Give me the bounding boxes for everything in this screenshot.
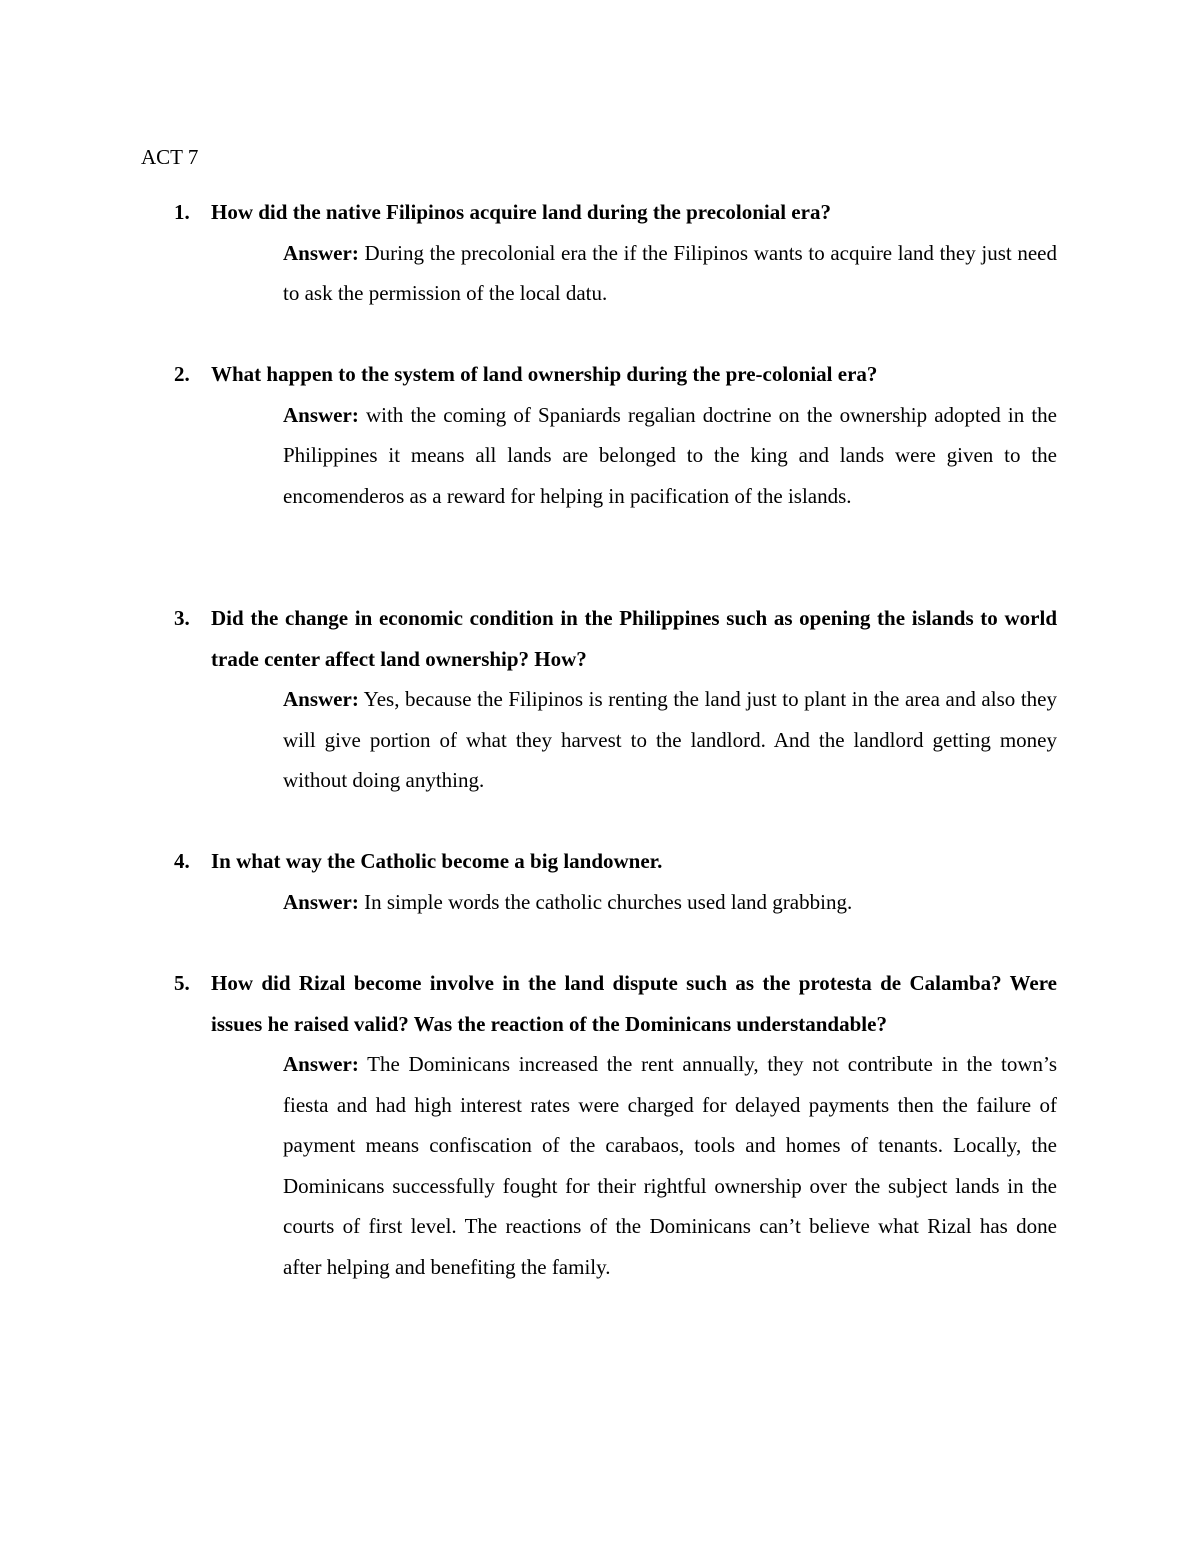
question-text: How did Rizal become involve in the land dispute such as the protesta de Calamba? Were issues he raised valid? Was the reaction of the Dominicans understandable? bbox=[211, 971, 1057, 1036]
answer-text: The Dominicans increased the rent annually, they not contribute in the town’s fiesta and had high interest rates were charged for delayed payments then the failure of payment means confiscation of the carabaos, tools and homes of tenants. Locally, the Dominicans successfully fought for their rightful ownership over the subject lands in the courts of first level. The reactions of the Dominicans can’t believe what Rizal has done after helping and benefiting the family. bbox=[283, 1052, 1058, 1279]
answer-paragraph bbox=[283, 679, 1057, 801]
question-number: 3. bbox=[174, 606, 190, 630]
answer-label: Answer: bbox=[283, 1052, 359, 1076]
question-number: 4. bbox=[174, 849, 190, 873]
answer-text: During the precolonial era the if the Filipinos wants to acquire land they just need to ask the permission of the local datu. bbox=[283, 240, 1058, 305]
answer-text: In simple words the catholic churches used land grabbing. bbox=[364, 889, 853, 914]
answer-label: Answer: bbox=[283, 240, 359, 265]
answer-text: with the coming of Spaniards regalian doctrine on the ownership adopted in the Philippines it means all lands are belonged to the king and lands were given to the encomenderos as a reward for helping in pacification of the islands. bbox=[283, 402, 1057, 508]
question-number: 5. bbox=[174, 971, 190, 995]
document-title: ACT 7 bbox=[141, 145, 199, 169]
answer-label: Answer: bbox=[283, 687, 359, 711]
question-text: In what way the Catholic become a big landowner. bbox=[211, 849, 663, 873]
question-text: How did the native Filipinos acquire land during the precolonial era? bbox=[211, 200, 831, 224]
answer-label: Answer: bbox=[283, 402, 359, 427]
answer-label: Answer: bbox=[283, 889, 359, 914]
question-text: Did the change in economic condition in the Philippines such as opening the islands to world trade center affect land ownership? How? bbox=[211, 606, 1057, 671]
answer-paragraph bbox=[283, 1044, 1057, 1287]
answer-paragraph bbox=[283, 233, 1057, 314]
question-number: 1. bbox=[174, 200, 190, 224]
answer-paragraph bbox=[283, 395, 1057, 517]
answer-text: Yes, because the Filipinos is renting the land just to plant in the area and also they will give portion of what they harvest to the landlord. And the landlord getting money without doing anything. bbox=[283, 687, 1057, 792]
question-text: What happen to the system of land ownership during the pre-colonial era? bbox=[211, 362, 878, 386]
answer-paragraph bbox=[283, 882, 1057, 923]
question-number: 2. bbox=[174, 362, 190, 386]
